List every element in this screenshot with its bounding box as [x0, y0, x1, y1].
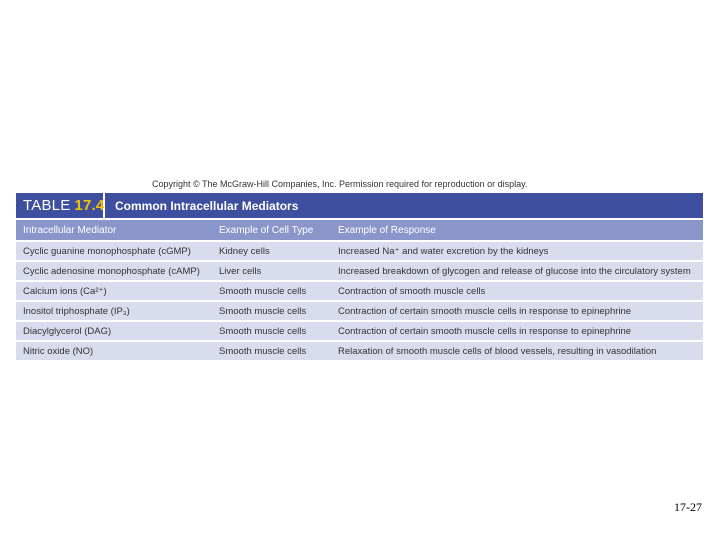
- table-row: [16, 240, 703, 260]
- table-row: [16, 320, 703, 340]
- table-row: [16, 300, 703, 320]
- table-title: Common Intracellular Mediators: [115, 198, 299, 213]
- header-cell-type: Example of Cell Type: [219, 224, 314, 236]
- table-title-bar: [16, 193, 703, 218]
- table-label-prefix: TABLE: [23, 197, 71, 214]
- header-response: Example of Response: [338, 224, 436, 236]
- cell-cell-type: Liver cells: [219, 265, 262, 277]
- cell-response: Contraction of certain smooth muscle cells in response to epinephrine: [338, 325, 632, 337]
- cell-cell-type: Smooth muscle cells: [219, 285, 307, 297]
- table-row: [16, 340, 703, 360]
- cell-response: Increased breakdown of glycogen and release of glucose into the circulatory system: [338, 265, 691, 277]
- table-row: [16, 260, 703, 280]
- cell-mediator: Diacylglycerol (DAG): [23, 325, 112, 337]
- cell-response: Increased Na⁺ and water excretion by the kidneys: [338, 245, 549, 257]
- table-header-row: [16, 218, 703, 240]
- cell-cell-type: Smooth muscle cells: [219, 305, 307, 317]
- cell-mediator: Nitric oxide (NO): [23, 345, 94, 357]
- page-number: 17-27: [674, 500, 702, 514]
- cell-mediator: Cyclic guanine monophosphate (cGMP): [23, 245, 191, 257]
- cell-cell-type: Smooth muscle cells: [219, 345, 307, 357]
- table-row: [16, 280, 703, 300]
- cell-mediator: Cyclic adenosine monophosphate (cAMP): [23, 265, 200, 277]
- mediators-table: [16, 193, 703, 360]
- cell-mediator: Calcium ions (Ca²⁺): [23, 285, 107, 297]
- table-label: [16, 193, 105, 218]
- header-intracellular-mediator: Intracellular Mediator: [23, 224, 117, 236]
- cell-response: Contraction of smooth muscle cells: [338, 285, 486, 297]
- cell-mediator: Inositol triphosphate (IP₃): [23, 305, 130, 317]
- cell-cell-type: Kidney cells: [219, 245, 270, 257]
- cell-cell-type: Smooth muscle cells: [219, 325, 307, 337]
- cell-response: Contraction of certain smooth muscle cells in response to epinephrine: [338, 305, 632, 317]
- copyright-notice: Copyright © The McGraw-Hill Companies, Inc. Permission required for reproduction or display.: [152, 179, 528, 189]
- cell-response: Relaxation of smooth muscle cells of blood vessels, resulting in vasodilation: [338, 345, 657, 357]
- table-label-number: 17.4: [74, 197, 105, 214]
